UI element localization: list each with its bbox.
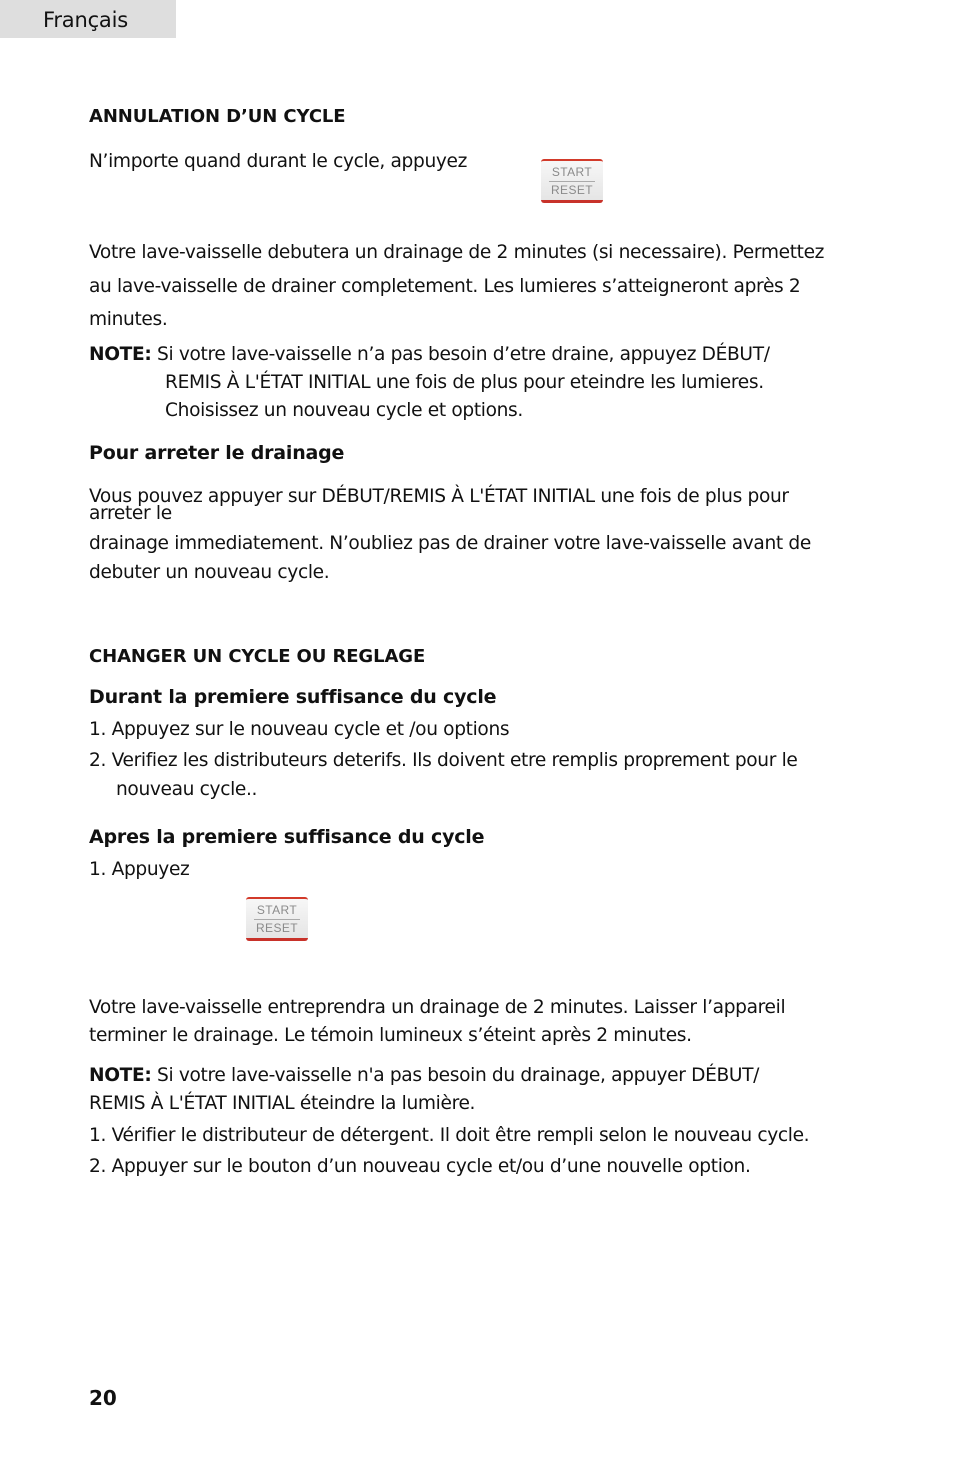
note-block xyxy=(89,341,770,425)
note-label: NOTE: xyxy=(89,1065,152,1086)
drain-line: Votre lave-vaisselle debutera un drainage de 2 minutes (si necessaire). Permettez xyxy=(89,242,825,263)
note-text: Choisissez un nouveau cycle et options. xyxy=(165,400,523,421)
list-item: 1. Appuyez xyxy=(89,859,190,880)
stop-drain-overlap: arreter le xyxy=(89,503,172,524)
drain-line: terminer le drainage. Le témoin lumineux s’éteint après 2 minutes. xyxy=(89,1025,692,1046)
list-item: 1. Vérifier le distributeur de détergent. Il doit être rempli selon le nouveau cycle. xyxy=(89,1125,810,1146)
note-text: Si votre lave-vaisselle n'a pas besoin du drainage, appuyer DÉBUT/ xyxy=(157,1065,760,1086)
page-number: 20 xyxy=(89,1386,117,1410)
button-divider xyxy=(549,181,595,182)
language-tab: Français xyxy=(0,0,176,38)
drain-paragraph xyxy=(89,994,785,1050)
list-item: 1. Appuyez sur le nouveau cycle et /ou options xyxy=(89,719,510,740)
start-label: START xyxy=(256,903,298,917)
subheading-during-fill: Durant la premiere suffisance du cycle xyxy=(89,686,497,708)
button-divider xyxy=(254,919,300,920)
subheading-stop-drain: Pour arreter le drainage xyxy=(89,442,345,464)
stop-drain-line: debuter un nouveau cycle. xyxy=(89,562,330,583)
note-label: NOTE: xyxy=(89,344,152,365)
start-reset-button[interactable] xyxy=(246,897,308,941)
drain-line: Votre lave-vaisselle entreprendra un drainage de 2 minutes. Laisser l’appareil xyxy=(89,997,786,1018)
stop-drain-line: Vous pouvez appuyer sur DÉBUT/REMIS À L'ÉTAT INITIAL une fois de plus pour xyxy=(89,486,789,507)
drain-paragraph xyxy=(89,236,824,337)
note-block xyxy=(89,1062,759,1118)
note-text: REMIS À L'ÉTAT INITIAL éteindre la lumière. xyxy=(89,1093,476,1114)
start-label: START xyxy=(551,165,593,179)
section-title-change-cycle: CHANGER UN CYCLE OU REGLAGE xyxy=(89,646,426,667)
start-reset-button[interactable] xyxy=(541,159,603,203)
list-item: 2. Appuyer sur le bouton d’un nouveau cycle et/ou d’une nouvelle option. xyxy=(89,1155,751,1177)
reset-label: RESET xyxy=(255,921,298,935)
reset-label: RESET xyxy=(550,183,593,197)
stop-drain-line: drainage immediatement. N’oubliez pas de drainer votre lave-vaisselle avant de xyxy=(89,533,811,554)
list-item-continuation: nouveau cycle.. xyxy=(116,779,258,800)
drain-line: minutes. xyxy=(89,309,168,330)
press-instruction: N’importe quand durant le cycle, appuyez xyxy=(89,151,468,172)
drain-line: au lave-vaisselle de drainer completement. Les lumieres s’atteigneront après 2 xyxy=(89,275,801,297)
note-text: Si votre lave-vaisselle n’a pas besoin d’etre draine, appuyez DÉBUT/ xyxy=(157,344,770,365)
list-item: 2. Verifiez les distributeurs deterifs. Ils doivent etre remplis proprement pour le xyxy=(89,750,798,771)
section-title-cancel-cycle: ANNULATION D’UN CYCLE xyxy=(89,106,346,127)
subheading-after-fill: Apres la premiere suffisance du cycle xyxy=(89,826,485,848)
final-list xyxy=(89,1121,809,1182)
note-text: REMIS À L'ÉTAT INITIAL une fois de plus pour eteindre les lumieres. xyxy=(165,372,764,393)
